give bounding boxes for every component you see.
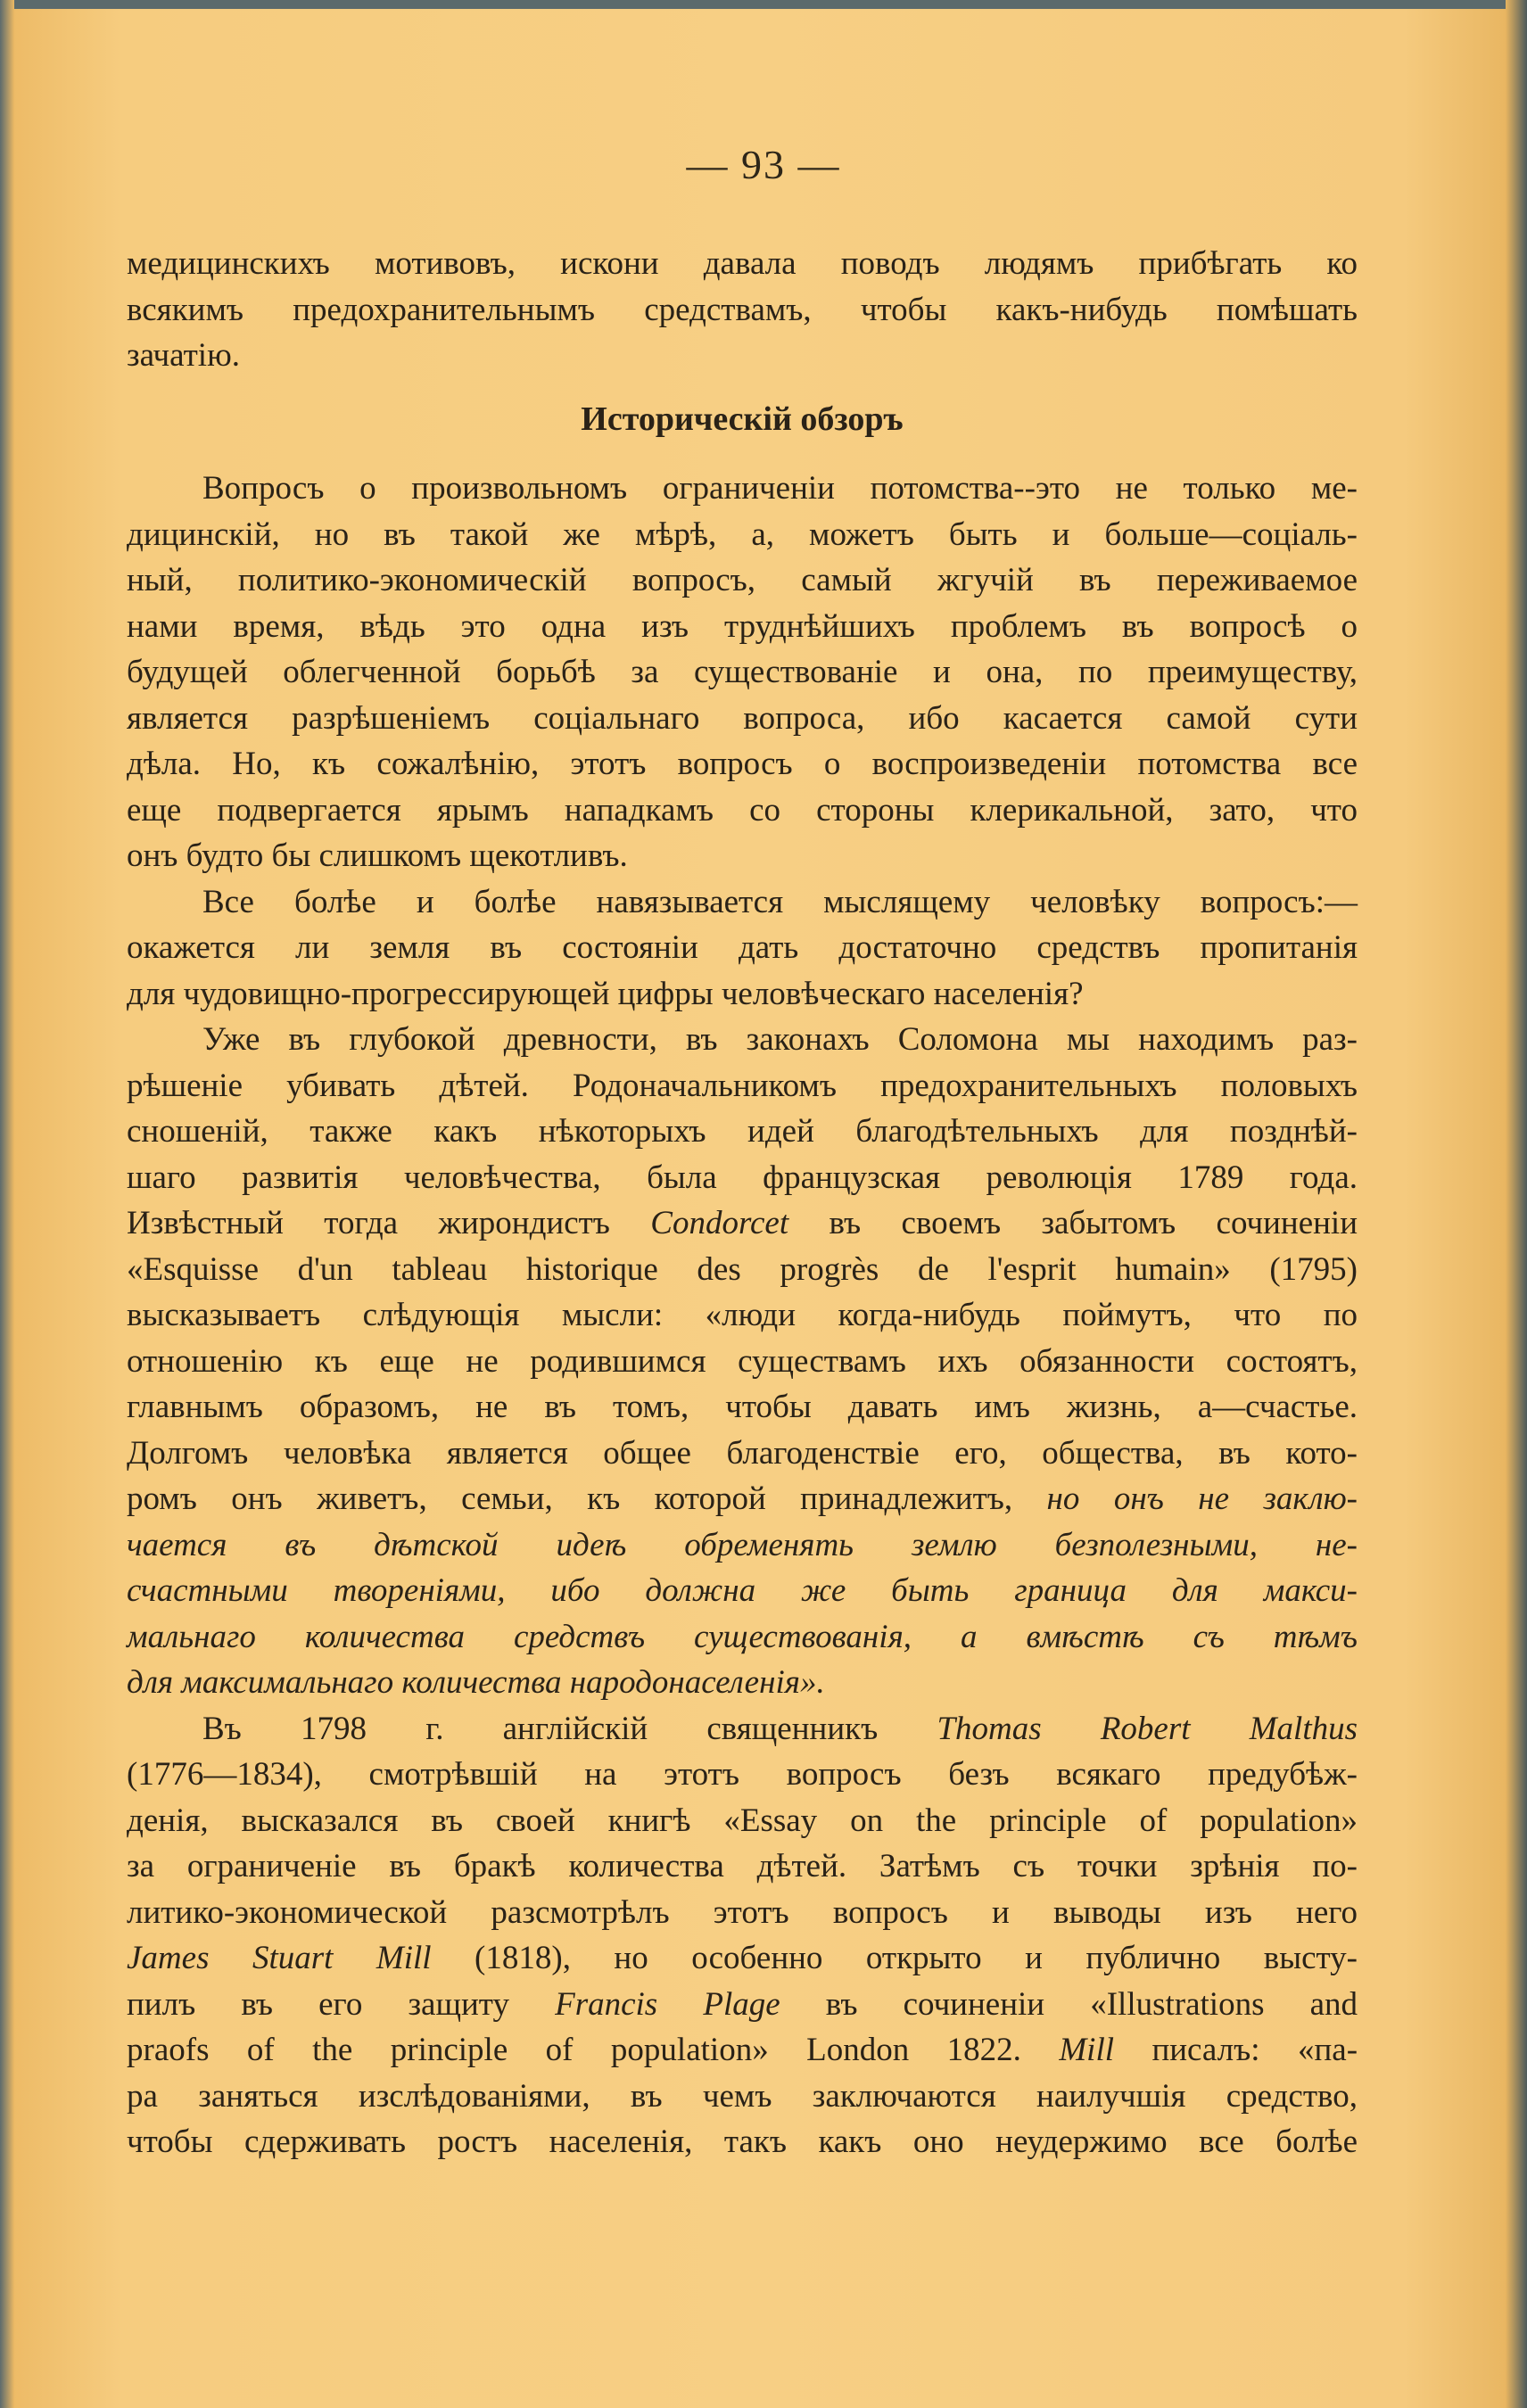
text-line [127, 1522, 1358, 1569]
text-fragment: (1818), но особенно открыто и публично высту- [475, 1940, 1358, 1976]
page-number: — 93 — [686, 142, 841, 187]
text-line: сношеній, также какъ нѣкоторыхъ идей благодѣтельныхъ для позднѣй- [127, 1113, 1358, 1150]
scan-edge-top [0, 0, 1527, 9]
text-line: шаго развитія человѣчества, была французская революція 1789 года. [127, 1159, 1358, 1196]
text-line: высказываетъ слѣдующія мысли: «люди когда-нибудь поймутъ, что по [127, 1297, 1358, 1333]
text-fragment: писалъ: «па- [1151, 2032, 1358, 2068]
text-line: нами время, вѣдь это одна изъ труднѣйшихъ проблемъ въ вопросѣ о [127, 607, 1358, 645]
text-fragment: Въ 1798 г. англійскій священникъ [202, 1710, 879, 1747]
text-line: (1776—1834), смотрѣвшій на этотъ вопросъ безъ всякаго предубѣж- [127, 1756, 1358, 1793]
author-name: Francis Plage [555, 1985, 780, 2023]
text-line: является разрѣшеніемъ соціальнаго вопроса, ибо касается самой сути [127, 699, 1358, 737]
text-line: «Esquisse d'un tableau historique des progrès de l'esprit humain» (1795) [127, 1250, 1358, 1288]
text-line: главнымъ образомъ, не въ томъ, чтобы давать имъ жизнь, а—счастье. [127, 1389, 1358, 1425]
text-line: зачатію. [127, 337, 240, 374]
italic-fragment: но онъ не заклю- [1046, 1480, 1358, 1517]
author-name: James Stuart Mill [127, 1940, 432, 1976]
italic-fragment: для максимальнаго количества народонаселенія». [127, 1664, 825, 1701]
text-line: всякимъ предохранительнымъ средствамъ, чтобы какъ-нибудь помѣшать [127, 291, 1358, 328]
text-fragment: ромъ онъ живетъ, семьи, къ которой принадлежитъ, [127, 1480, 1013, 1517]
text-line: еще подвергается ярымъ нападкамъ со стороны клерикальной, зато, что [127, 791, 1358, 829]
text-fragment: пилъ въ его защиту [127, 1985, 509, 2023]
text-line: медицинскихъ мотивовъ, искони давала поводъ людямъ прибѣгать ко [127, 245, 1358, 282]
text-line: Все болѣе и болѣе навязывается мыслящему человѣку вопросъ:— [202, 883, 1358, 920]
text-line: денія, высказался въ своей книгѣ «Essay on the principle of population» [127, 1802, 1358, 1839]
text-line [127, 1660, 1358, 1706]
text-line: будущей облегченной борьбѣ за существованіе и она, по преимуществу, [127, 654, 1358, 690]
text-line [127, 1568, 1358, 1614]
text-line [127, 1935, 1358, 1982]
text-line: за ограниченіе въ бракѣ количества дѣтей. Затѣмъ съ точки зрѣнія по- [127, 1848, 1358, 1884]
body-text [127, 241, 1358, 2165]
author-name: Mill [1059, 2032, 1115, 2068]
text-line: отношенію къ еще не родившимся существамъ ихъ обязанности состоятъ, [127, 1342, 1358, 1380]
text-fragment: въ своемъ забытомъ сочиненіи [829, 1205, 1358, 1241]
italic-fragment: счастными твореніями, ибо должна же быть граница для макси- [127, 1572, 1358, 1609]
text-line: дицинскій, но въ такой же мѣрѣ, а, можетъ быть и больше—соціаль- [127, 515, 1358, 553]
text-line: Долгомъ человѣка является общее благоденствіе его, общества, въ кото- [127, 1434, 1358, 1472]
text-line: для чудовищно-прогрессирующей цифры человѣческаго населенія? [127, 975, 1084, 1012]
text-fragment: praofs of the principle of population» London 1822. [127, 2032, 1021, 2068]
text-line: дѣла. Но, къ сожалѣнію, этотъ вопросъ о воспроизведеніи потомства все [127, 746, 1358, 782]
italic-fragment: чается въ дѣтской идеѣ обременять землю безполезными, не- [127, 1526, 1358, 1563]
text-line: ный, политико-экономическій вопросъ, самый жгучій въ переживаемое [127, 562, 1358, 598]
text-line [127, 1982, 1358, 2028]
text-line: Вопросъ о произвольномъ ограниченіи потомства--это не только ме- [202, 470, 1358, 507]
section-heading: Историческій обзоръ [581, 400, 904, 438]
italic-fragment: мальнаго количества средствъ существованія, а вмѣстѣ съ тѣмъ [127, 1618, 1358, 1655]
author-name: Condorcet [650, 1205, 789, 1241]
text-line: окажется ли земля въ состояніи дать достаточно средствъ пропитанія [127, 929, 1358, 966]
text-line [127, 1200, 1358, 1247]
text-line: онъ будто бы слишкомъ щекотливъ. [127, 837, 628, 874]
scan-edge-right [1506, 0, 1527, 2408]
text-line [127, 1706, 1358, 1752]
text-line [127, 2027, 1358, 2074]
text-line [127, 1476, 1358, 1522]
text-line [127, 1614, 1358, 1661]
scan-edge-left [0, 0, 14, 2408]
text-line: литико-экономической разсмотрѣлъ этотъ вопросъ и выводы изъ него [127, 1893, 1358, 1931]
author-name: Thomas Robert Malthus [937, 1710, 1358, 1747]
text-fragment: Извѣстный тогда жирондистъ [127, 1205, 610, 1241]
text-line: Уже въ глубокой древности, въ законахъ Соломона мы находимъ раз- [202, 1021, 1358, 1058]
text-line: ра заняться изслѣдованіями, въ чемъ заключаются наилучшія средство, [127, 2077, 1358, 2115]
text-line: рѣшеніе убивать дѣтей. Родоначальникомъ предохранительныхъ половыхъ [127, 1067, 1358, 1104]
text-line: чтобы сдерживать ростъ населенія, такъ какъ оно неудержимо все болѣе [127, 2123, 1358, 2160]
text-fragment: въ сочиненіи «Illustrations and [825, 1985, 1358, 2023]
